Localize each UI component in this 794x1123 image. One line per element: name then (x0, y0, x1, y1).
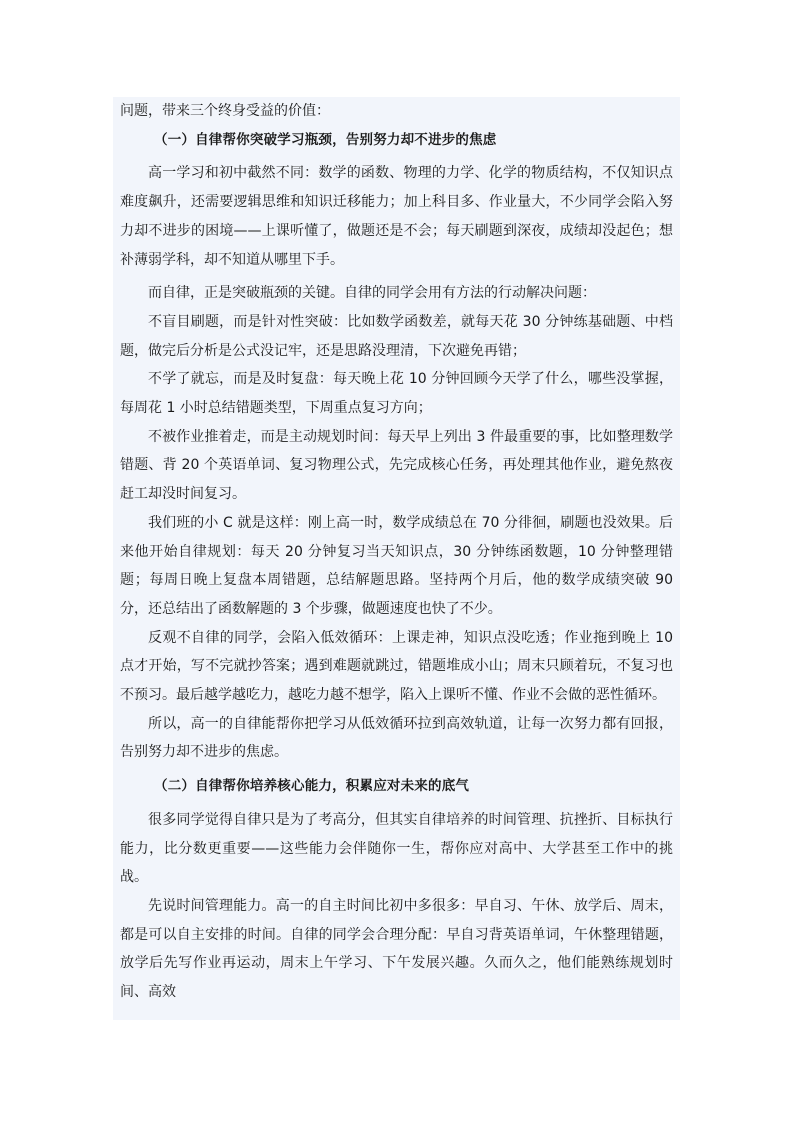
paragraph: 所以，高一的自律能帮你把学习从低效循环拉到高效轨道，让每一次努力都有回报，告别努力却不进步的焦虑。 (120, 715, 673, 761)
paragraph-intro: 问题，带来三个终身受益的价值： (120, 103, 330, 119)
paragraph: 反观不自律的同学，会陷入低效循环：上课走神，知识点没吃透；作业拖到晚上 10 点才开始，写不完就抄答案；遇到难题就跳过，错题堆成小山；周末只顾着玩，不复习也不预习。最后越学越吃力，越吃力越不想学，陷入上课听不懂、作业不会做的恶性循环。 (120, 629, 673, 704)
paragraph: 高一学习和初中截然不同：数学的函数、物理的力学、化学的物质结构，不仅知识点难度飙升，还需要逻辑思维和知识迁移能力；加上科目多、作业量大，不少同学会陷入努力却不进步的困境——上课听懂了，做题还是不会；每天刷题到深夜，成绩却没起色；想补薄弱学科，却不知道从哪里下手。 (120, 165, 673, 268)
article-body (113, 97, 680, 1020)
paragraph: 很多同学觉得自律只是为了考高分，但其实自律培养的时间管理、抗挫折、目标执行能力，比分数更重要——这些能力会伴随你一生，帮你应对高中、大学甚至工作中的挑战。 (120, 811, 673, 886)
paragraph: 不学了就忘，而是及时复盘：每天晚上花 10 分钟回顾今天学了什么，哪些没掌握，每周花 1 小时总结错题类型，下周重点复习方向； (120, 371, 673, 417)
paragraph: 不被作业推着走，而是主动规划时间：每天早上列出 3 件最重要的事，比如整理数学错题、背 20 个英语单词、复习物理公式，先完成核心任务，再处理其他作业，避免熬夜赶工却没时间复习。 (120, 428, 673, 503)
paragraph: 而自律，正是突破瓶颈的关键。自律的同学会用有方法的行动解决问题： (148, 285, 596, 302)
section-heading-1: （一）自律帮你突破学习瓶颈，告别努力却不进步的焦虑 (154, 131, 497, 148)
paragraph: 不盲目刷题，而是针对性突破：比如数学函数差，就每天花 30 分钟练基础题、中档题，做完后分析是公式没记牢，还是思路没理清，下次避免再错； (120, 313, 673, 359)
paragraph: 我们班的小 C 就是这样：刚上高一时，数学成绩总在 70 分徘徊，刷题也没效果。后来他开始自律规划：每天 20 分钟复习当天知识点，30 分钟练函数题，10 分钟整理错题；每周日晚上复盘本周错题，总结解题思路。坚持两个月后，他的数学成绩突破 90 分，还总结出了函数解题的 3 个步骤，做题速度也快了不少。 (120, 514, 673, 617)
paragraph: 先说时间管理能力。高一的自主时间比初中多很多：早自习、午休、放学后、周末，都是可以自主安排的时间。自律的同学会合理分配：早自习背英语单词，午休整理错题，放学后先写作业再运动，周末上午学习、下午发展兴趣。久而久之，他们能熟练规划时间、高效 (120, 897, 673, 1001)
section-heading-2: （二）自律帮你培养核心能力，积累应对未来的底气 (154, 778, 470, 795)
